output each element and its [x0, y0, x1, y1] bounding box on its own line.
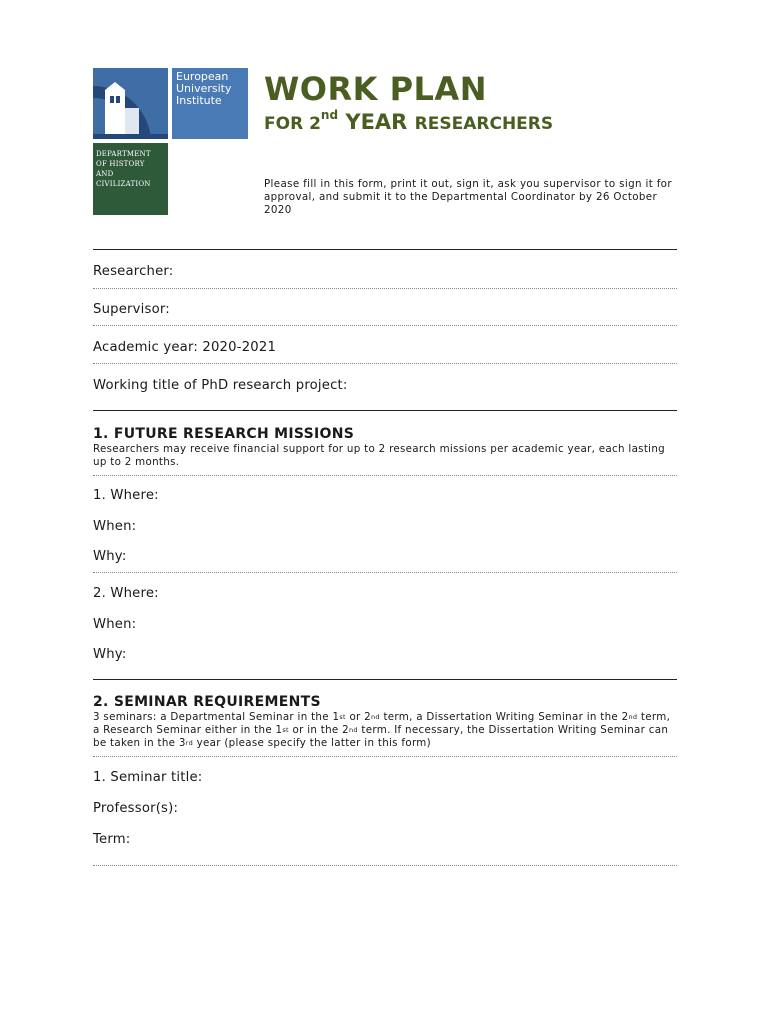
subtitle-suffix: RESEARCHERS: [414, 114, 554, 134]
eui-building-emblem: [93, 68, 168, 139]
page-subtitle: [264, 110, 553, 134]
seminar1-term-field[interactable]: Term:: [93, 832, 131, 847]
eui-name-block: [172, 68, 248, 139]
section-heading-seminar-requirements: 2. SEMINAR REQUIREMENTS: [93, 694, 321, 710]
subtitle-superscript: nd: [320, 108, 339, 122]
logo-blank-cell: [172, 143, 248, 215]
dept-line-1: DEPARTMENT: [96, 150, 151, 158]
section-heading-research-missions: 1. FUTURE RESEARCH MISSIONS: [93, 426, 355, 442]
department-block: [93, 143, 168, 215]
working-title-field[interactable]: Working title of PhD research project:: [93, 378, 348, 393]
divider: [93, 249, 677, 250]
mission2-where-field[interactable]: 2. Where:: [93, 586, 159, 601]
dept-line-4: CIVILIZATION: [96, 180, 151, 188]
eui-line-1: European: [176, 70, 229, 83]
dept-line-2: OF HISTORY: [96, 160, 145, 168]
dotted-divider: [93, 756, 677, 757]
mission1-why-field[interactable]: Why:: [93, 549, 127, 564]
eui-line-3: Institute: [176, 94, 222, 107]
dept-line-3: AND: [96, 170, 114, 178]
research-missions-note: Researchers may receive financial support for up to 2 research missions per academic year, each lasting up to 2 months.: [93, 443, 666, 468]
subtitle-prefix: FOR 2: [264, 114, 321, 134]
mission2-when-field[interactable]: When:: [93, 617, 137, 632]
dotted-divider: [93, 572, 677, 573]
dotted-divider: [93, 288, 677, 289]
instructions: Please fill in this form, print it out, sign it, ask you supervisor to sign it for approval, and submit it to the Departmental Coordinator by 26 October 2020: [264, 178, 672, 216]
subtitle-year: YEAR: [338, 110, 415, 134]
dotted-divider: [93, 475, 677, 476]
divider: [93, 410, 677, 411]
dotted-divider: [93, 865, 677, 866]
seminar1-professors-field[interactable]: Professor(s):: [93, 801, 179, 816]
seminar-requirements-note: 3 seminars: a Departmental Seminar in the 1st or 2nd term, a Dissertation Writing Seminar in the 2nd term, a Research Seminar either in the 1st or in the 2nd term. If necessary, the Dissertation Writing Seminar can be taken in the 3rd year (please specify the latter in this form): [93, 711, 671, 749]
seminar1-title-field[interactable]: 1. Seminar title:: [93, 770, 203, 785]
eui-line-2: University: [176, 82, 232, 95]
mission1-where-field[interactable]: 1. Where:: [93, 488, 159, 503]
mission2-why-field[interactable]: Why:: [93, 647, 127, 662]
page-title: WORK PLAN: [264, 70, 487, 108]
divider: [93, 679, 677, 680]
researcher-field[interactable]: Researcher:: [93, 264, 174, 279]
academic-year-field[interactable]: Academic year: 2020-2021: [93, 340, 277, 355]
eui-logo: [93, 68, 248, 215]
supervisor-field[interactable]: Supervisor:: [93, 302, 170, 317]
dotted-divider: [93, 325, 677, 326]
mission1-when-field[interactable]: When:: [93, 519, 137, 534]
dotted-divider: [93, 363, 677, 364]
